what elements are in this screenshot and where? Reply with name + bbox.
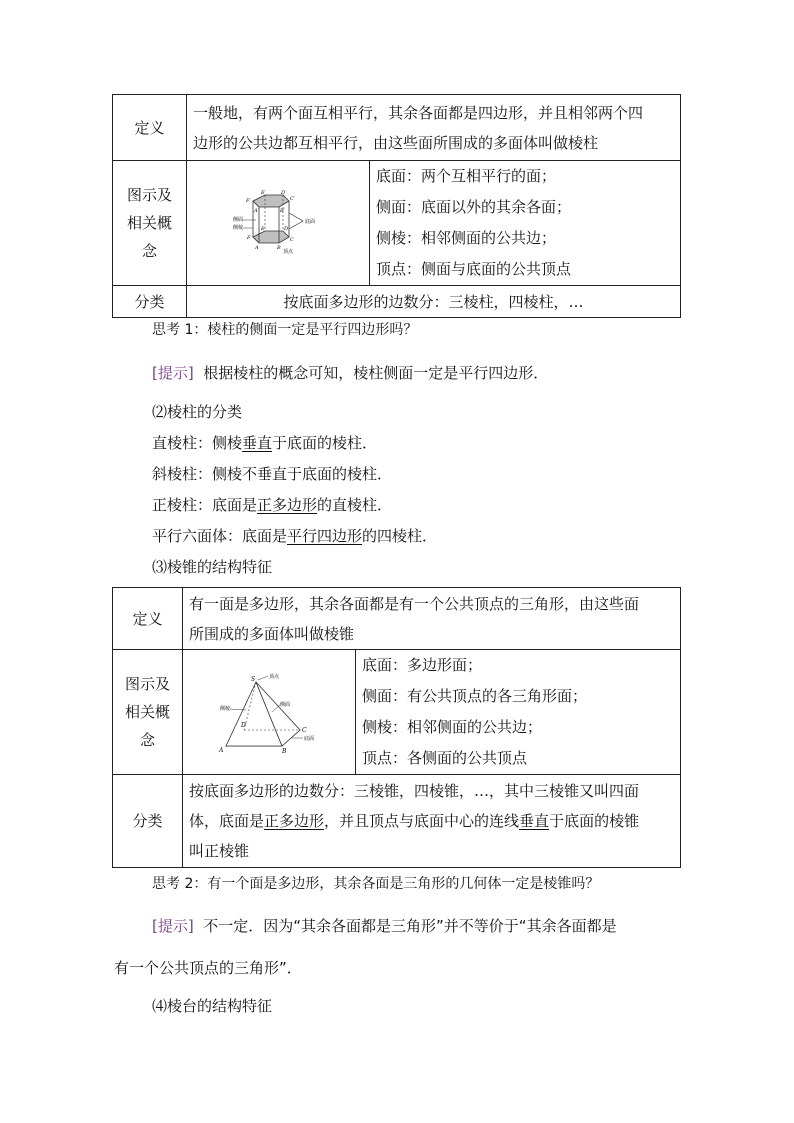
right-prism-line: 直棱柱：侧棱垂直于底面的棱柱． (152, 434, 378, 452)
think-label: 思考 2： (152, 876, 208, 892)
pyramid-def-label: 定义 (113, 588, 183, 650)
prism-def-line-1: 一般地，有两个面互相平行，其余各面都是四边形，并且相邻两个四 (193, 103, 644, 122)
hint-tag: [提示] (152, 917, 194, 935)
prism-fig-label (113, 161, 187, 286)
fig-label-line: 图示及 (126, 186, 172, 204)
pyramid-class-line-3: 叫正棱锥 (189, 842, 250, 860)
prism-def-line-2: 边形的公共边都互相平行，由这些面所围成的多面体叫做棱柱 (193, 133, 599, 152)
prism-bottom-face (253, 231, 289, 243)
oblique-prism-line: 斜棱柱：侧棱不垂直于底面的棱柱． (152, 465, 393, 483)
prism-top-face (253, 195, 289, 207)
fig-label-line: 图示及 (124, 675, 170, 693)
fig-label-side-face: 侧面 (280, 702, 291, 708)
prism-table (112, 94, 681, 318)
fig-label-side-face: 侧面 (233, 217, 244, 223)
hexagonal-prism-figure (223, 187, 333, 259)
fig-vertex-label: C′ (290, 196, 295, 202)
concept-side-edge: 侧棱：相邻侧面的公共边； (362, 718, 543, 736)
prism-class-text: 按底面多边形的边数分：三棱柱，四棱柱，… (187, 286, 681, 318)
fig-vertex-label: B (282, 748, 287, 754)
pyramid-heading: ⑶棱锥的结构特征 (152, 558, 273, 576)
pyramid-class-text (183, 775, 681, 868)
pyramid-def-line-1: 有一面是多边形，其余各面都是有一个公共顶点的三角形，由这些面 (189, 594, 640, 613)
prism-class-heading: ⑵棱柱的分类 (152, 403, 243, 421)
fig-vertex-label: E′ (261, 190, 266, 196)
fig-label-line: 念 (139, 731, 155, 749)
pyramid-fig-label (113, 650, 183, 775)
hint-text: 不一定．因为“其余各面都是三角形”并不等价于“其余各面都是 (203, 917, 617, 935)
prism-class-label: 分类 (113, 286, 187, 318)
pyramid-def-line-2: 所围成的多面体叫做棱锥 (189, 624, 355, 643)
prism-concepts (370, 161, 681, 286)
pyramid-def-text (183, 588, 681, 650)
concept-vertex: 顶点：侧面与底面的公共顶点 (376, 260, 572, 278)
concept-side-face: 侧面：有公共顶点的各三角形面； (362, 687, 588, 705)
hint-2-cont: 有一个公共顶点的三角形”． (114, 959, 302, 977)
prism-figure-cell (187, 161, 370, 286)
fig-label-base: 底面 (305, 219, 316, 225)
concept-side-face: 侧面：底面以外的其余各面； (376, 198, 572, 216)
pyramid-class-line-1: 按底面多边形的边数分：三棱锥，四棱锥，…，其中三棱锥又叫四面 (189, 782, 640, 800)
fig-vertex-label: A (219, 747, 224, 754)
fig-label-side-edge: 侧棱 (233, 225, 244, 231)
fig-vertex-label: A (255, 245, 259, 251)
fig-vertex-label: F (247, 235, 251, 241)
fig-vertex-label: C (302, 727, 307, 734)
fig-vertex-label: B′ (280, 208, 285, 214)
fig-label-vertex: 顶点 (269, 674, 280, 680)
regular-prism-line: 正棱柱：底面是正多边形的直棱柱． (152, 496, 393, 514)
fig-vertex-label: B (277, 245, 281, 251)
hint-tag: [提示] (152, 364, 194, 382)
pyramid-figure (214, 670, 324, 754)
fig-vertex-label: D′ (281, 190, 287, 196)
fig-label-side-edge: 侧棱 (220, 706, 231, 712)
fig-label-line: 相关概 (124, 703, 170, 721)
pyramid-figure-cell (183, 650, 356, 775)
prism-def-text (187, 95, 681, 161)
pyramid-class-line-2: 体，底面是正多边形，并且顶点与底面中心的连线垂直于底面的棱锥 (189, 812, 640, 830)
fig-vertex-label: F′ (246, 198, 251, 204)
concept-base: 底面：多边形面； (362, 656, 483, 674)
think-text: 有一个面是多边形，其余各面是三角形的几何体一定是棱锥吗？ (207, 876, 600, 892)
fig-vertex-label: E (261, 226, 265, 232)
think-2 (152, 874, 599, 894)
think-label: 思考 1： (152, 322, 208, 338)
fig-label-base: 底面 (304, 736, 315, 742)
prism-def-label: 定义 (113, 95, 187, 161)
hint-text: 根据棱柱的概念可知，棱柱侧面一定是平行四边形． (203, 364, 549, 382)
fig-vertex-label: S (251, 676, 256, 683)
fig-vertex-label: C (290, 237, 294, 243)
concept-base: 底面：两个互相平行的面； (376, 167, 557, 185)
fig-vertex-label: D (241, 722, 246, 729)
concept-side-edge: 侧棱：相邻侧面的公共边； (376, 229, 557, 247)
fig-label-vertex: 顶点 (283, 249, 294, 255)
pyramid-table (112, 587, 681, 868)
parallelepiped-line: 平行六面体：底面是平行四边形的四棱柱． (152, 527, 438, 545)
concept-vertex: 顶点：各侧面的公共顶点 (362, 749, 528, 767)
hint-1 (152, 363, 548, 383)
fig-vertex-label: A′ (254, 208, 259, 214)
think-text: 棱柱的侧面一定是平行四边形吗？ (207, 322, 418, 338)
fig-label-line: 相关概 (126, 214, 172, 232)
pyramid-concepts (356, 650, 681, 775)
pyramid-class-label: 分类 (113, 775, 183, 868)
fig-vertex-label: D (284, 226, 289, 232)
fig-label-line: 念 (141, 242, 157, 260)
think-1 (152, 320, 417, 340)
hint-2 (152, 916, 617, 936)
frustum-heading: ⑷棱台的结构特征 (152, 997, 273, 1015)
